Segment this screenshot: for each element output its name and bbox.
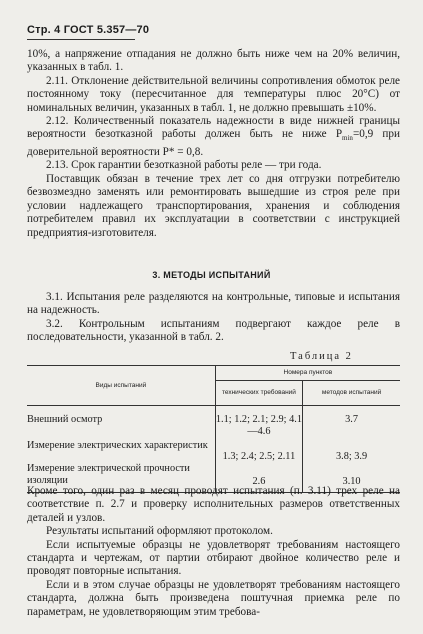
table-row <box>27 438 400 463</box>
table-cell-req: 1.3; 2.4; 2.5; 2.11 <box>215 438 302 463</box>
section-title: 3. МЕТОДЫ ИСПЫТАНИЙ <box>152 270 271 280</box>
col-header-numbers: Номера пунктов <box>215 366 400 381</box>
col-header-methods: методов испытаний <box>303 381 400 406</box>
paragraph-2-12-text: 2.12. Количественный показатель надежности в виде нижней границы вероятности безотказной работы должен быть не ниже P <box>27 115 400 141</box>
paragraph-repeat-tests: Если испытуемые образцы не удовлетворят требованиям настоящего стандарта и чертежам, от партии отбирают двойное количество реле и проводят повторные испытания. <box>27 538 400 578</box>
header-rule <box>27 39 135 40</box>
p-min-subscript: min <box>342 134 353 143</box>
table-cell-method: 3.8; 3.9 <box>303 438 400 463</box>
paragraph-2-12 <box>27 115 400 159</box>
paragraph-2-12-value: =0,9 при доверительной вероятности P* = 0,8. <box>27 128 400 159</box>
table-cell-req: 1.1; 1.2; 2.1; 2.9; 4.1—4.6 <box>215 406 302 439</box>
paragraph-results: Результаты испытаний оформляют протоколом. <box>46 525 273 538</box>
paragraph-monthly-tests: Кроме того, один раз в месяц проводят испытания (п. 3.11) трех реле на соответствие п. 2.7 и проверку исполнительных размеров ответственных деталей и узлов. <box>27 485 400 524</box>
table-cell-method: 3.7 <box>303 406 400 439</box>
paragraph-3-2: 3.2. Контрольным испытаниям подвергают каждое реле в последовательности, указанной в табл. 2. <box>27 317 400 344</box>
text-block-bottom <box>27 485 400 619</box>
col-header-types: Виды испытаний <box>27 366 215 406</box>
paragraph-continuation: 10%, а напряжение отпадания не должно быть ниже чем на 20% величин, указанных в табл. 1. <box>27 48 400 74</box>
table-cell-type: Внешний осмотр <box>27 414 103 425</box>
table-cell-method: 3.10 <box>303 463 400 493</box>
col-header-requirements: технических требований <box>215 381 302 406</box>
paragraph-piece-acceptance: Если и в этом случае образцы не удовлетворят требованиям настоящего стандарта, должна быть произведена поштучная приемка реле по параметрам, не удовлетворяющим этим требова- <box>27 578 400 618</box>
text-block-mid <box>27 291 400 345</box>
text-block-top <box>27 48 400 240</box>
table-row <box>27 406 400 439</box>
table-caption: Таблица 2 <box>290 351 353 362</box>
table-cell-type: Измерение электрических характеристик <box>27 440 208 451</box>
paragraph-2-13: 2.13. Срок гарантии безотказной работы реле — три года. <box>46 159 322 172</box>
paragraph-2-11: 2.11. Отклонение действительной величины сопротивления обмоток реле постоянному току (пересчитанное для температуры плюс 20°С) от номинальных величин, указанных в табл. 1, не должно превышать ±10%. <box>27 74 400 114</box>
paragraph-warranty: Поставщик обязан в течение трех лет со дня отгрузки потребителю безвозмездно заменять или ремонтировать вышедшие из строя реле при условии надлежащего транспортирования, хранения и соблюдения потребителем правил их эксплуатации в соответствии с инструкцией предприятия-изготовителя. <box>27 172 400 239</box>
table-cell-req: 2.6 <box>215 463 302 493</box>
page-header: Стр. 4 ГОСТ 5.357—70 <box>27 24 150 36</box>
table-2 <box>27 365 400 493</box>
table-cell-type: Измерение электрической прочности изоляции <box>27 463 215 493</box>
paragraph-3-1: 3.1. Испытания реле разделяются на контрольные, типовые и испытания на надежность. <box>27 291 400 317</box>
